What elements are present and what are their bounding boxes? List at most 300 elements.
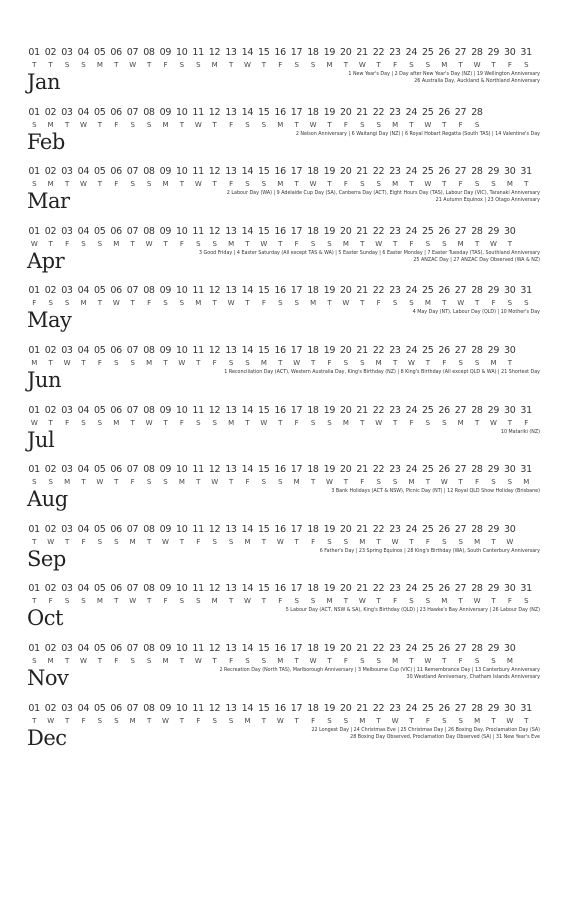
- weekday-letter: S: [261, 657, 266, 665]
- day-number: 07: [126, 47, 139, 58]
- day-number: 06: [110, 464, 122, 476]
- day-number: 25: [421, 345, 434, 356]
- day-number: 21: [356, 404, 368, 416]
- weekday-letter: W: [80, 180, 87, 189]
- day-number-row: [26, 524, 546, 536]
- day-number: 18: [307, 702, 319, 714]
- weekday-letter: S: [179, 299, 184, 308]
- day-number: 05: [93, 643, 106, 654]
- weekday-letter: S: [81, 239, 86, 248]
- day-number: 21: [356, 523, 368, 535]
- day-number: 12: [208, 523, 221, 535]
- day-number: 28: [471, 702, 483, 714]
- day-number: 02: [44, 345, 57, 356]
- day-number: 09: [159, 523, 172, 535]
- weekday-letter: S: [343, 359, 348, 367]
- weekday-row: [26, 476, 546, 488]
- day-number: 09: [159, 345, 172, 356]
- day-number: 09: [159, 702, 172, 714]
- weekday-letter: T: [212, 299, 217, 308]
- weekday-letter: S: [425, 61, 430, 69]
- weekday-letter: W: [506, 537, 514, 546]
- weekday-letter: T: [491, 716, 496, 725]
- weekday-letter: S: [310, 61, 316, 69]
- day-number: 08: [143, 166, 155, 178]
- holiday-notes: [140, 190, 540, 204]
- weekday-letter: T: [360, 418, 365, 427]
- day-number: 16: [274, 285, 286, 297]
- day-number: 28: [471, 47, 483, 58]
- weekday-letter: M: [178, 478, 185, 487]
- weekday-letter: F: [409, 239, 414, 248]
- day-number: 26: [438, 643, 450, 654]
- month-name: Aug: [27, 487, 68, 512]
- day-number: 20: [339, 47, 352, 58]
- weekday-letter: M: [146, 359, 152, 367]
- weekday-letter: T: [245, 239, 250, 248]
- weekday-letter: S: [458, 716, 463, 725]
- weekday-letter: S: [114, 537, 119, 546]
- weekday-letter: F: [393, 597, 397, 606]
- day-number: 24: [405, 583, 418, 595]
- day-number: 31: [520, 404, 532, 416]
- weekday-letter: T: [212, 180, 217, 189]
- weekday-letter: F: [278, 61, 283, 69]
- weekday-letter: T: [343, 61, 348, 69]
- weekday-letter: T: [474, 418, 479, 427]
- weekday-letter: S: [212, 418, 217, 427]
- holiday-line: 22 Longest Day | 24 Christmas Eve | 25 Christmas Day | 26 Boxing Day, Proclamation Day (SA): [311, 727, 540, 733]
- weekday-letter: T: [491, 61, 496, 69]
- weekday-letter: F: [114, 180, 119, 189]
- weekday-letter: S: [360, 657, 365, 665]
- weekday-letter: S: [360, 359, 365, 367]
- weekday-letter: T: [228, 597, 233, 606]
- weekday-letter: F: [245, 478, 250, 487]
- weekday-letter: T: [81, 359, 86, 367]
- weekday-letter: S: [491, 180, 496, 189]
- weekday-letter: S: [163, 478, 168, 487]
- holiday-line: 28 Boxing Day Observed, Proclamation Day Observed (SA) | 31 New Year's Eve: [350, 734, 540, 740]
- day-number: 20: [339, 643, 352, 654]
- day-number: 16: [274, 225, 286, 237]
- month-block-may: [26, 285, 546, 345]
- weekday-letter: M: [228, 418, 234, 427]
- day-number: 23: [389, 225, 401, 237]
- weekday-letter: M: [408, 478, 415, 487]
- day-number: 05: [93, 47, 106, 58]
- holiday-line: 1 New Year's Day | 2 Day after New Year's Day (NZ) | 19 Wellington Anniversary: [348, 72, 540, 77]
- day-number: 04: [77, 345, 90, 356]
- day-number: 26: [438, 404, 450, 416]
- weekday-letter: T: [64, 120, 69, 129]
- weekday-letter: S: [425, 597, 430, 606]
- weekday-letter: S: [146, 180, 152, 189]
- day-number: 13: [225, 225, 237, 237]
- weekday-letter: M: [359, 537, 366, 546]
- day-number: 23: [389, 166, 401, 178]
- day-number: 27: [454, 643, 467, 654]
- day-number: 10: [175, 643, 188, 654]
- weekday-letter: F: [261, 299, 266, 308]
- holiday-notes: [140, 429, 540, 436]
- day-number: 02: [44, 643, 57, 654]
- day-number: 03: [61, 643, 73, 654]
- day-number: 15: [257, 583, 270, 595]
- day-number: 01: [28, 166, 40, 178]
- day-number: 01: [28, 345, 40, 356]
- day-number: 13: [225, 166, 237, 178]
- weekday-letter: T: [327, 180, 332, 189]
- weekday-letter: F: [507, 597, 512, 606]
- day-number: 12: [208, 345, 221, 356]
- day-number: 01: [28, 523, 40, 535]
- weekday-letter: F: [278, 597, 283, 606]
- day-number: 29: [487, 404, 500, 416]
- weekday-letter: M: [277, 120, 284, 129]
- day-number: 11: [192, 523, 204, 535]
- weekday-letter: T: [294, 120, 299, 129]
- weekday-letter: S: [392, 299, 398, 308]
- day-number: 10: [175, 702, 188, 714]
- day-number: 20: [339, 583, 352, 595]
- weekday-letter: T: [261, 597, 266, 606]
- holiday-line: 21 Autumn Equinox | 23 Otago Anniversary: [435, 198, 540, 204]
- weekday-letter: S: [278, 478, 283, 487]
- day-number: 20: [339, 166, 352, 178]
- weekday-letter: W: [309, 657, 317, 665]
- weekday-letter: S: [409, 61, 414, 69]
- day-number: 18: [307, 285, 319, 297]
- day-number: 15: [257, 47, 270, 58]
- day-number: 08: [143, 464, 155, 476]
- day-number: 04: [77, 106, 90, 118]
- weekday-letter: F: [524, 418, 529, 427]
- weekday-letter: S: [425, 418, 430, 427]
- day-number: 24: [405, 523, 418, 535]
- day-number: 09: [159, 404, 172, 416]
- day-number: 08: [143, 404, 155, 416]
- weekday-letter: M: [392, 180, 398, 189]
- day-number: 08: [143, 225, 155, 237]
- day-number: 30: [503, 285, 516, 297]
- day-number: 07: [126, 523, 139, 535]
- weekday-letter: T: [261, 537, 266, 546]
- weekday-letter: S: [474, 359, 480, 367]
- day-number: 18: [307, 643, 319, 654]
- weekday-letter: F: [311, 716, 315, 725]
- weekday-letter: F: [327, 359, 332, 367]
- day-number: 09: [159, 166, 172, 178]
- weekday-letter: W: [424, 180, 432, 189]
- weekday-letter: T: [491, 537, 496, 546]
- day-number: 28: [471, 345, 483, 356]
- weekday-letter: W: [490, 418, 497, 427]
- weekday-letter: T: [425, 359, 430, 367]
- weekday-letter: S: [310, 597, 316, 606]
- day-number-row: [26, 285, 546, 297]
- weekday-row: [26, 357, 546, 369]
- day-number: 02: [44, 106, 57, 118]
- day-number: 27: [454, 166, 467, 178]
- weekday-letter: S: [81, 61, 86, 69]
- weekday-letter: W: [276, 537, 284, 546]
- weekday-letter: M: [457, 239, 464, 248]
- weekday-letter: M: [47, 657, 54, 665]
- weekday-letter: M: [211, 597, 218, 606]
- weekday-letter: W: [162, 716, 169, 725]
- weekday-letter: S: [442, 239, 447, 248]
- weekday-letter: S: [48, 478, 53, 487]
- day-number: 10: [175, 285, 188, 297]
- day-number: 07: [126, 583, 139, 595]
- weekday-letter: W: [145, 239, 153, 248]
- weekday-letter: S: [360, 180, 365, 189]
- day-number: 17: [290, 166, 303, 178]
- weekday-letter: M: [80, 299, 87, 308]
- weekday-letter: F: [163, 61, 168, 69]
- day-number: 07: [126, 702, 139, 714]
- weekday-letter: T: [392, 418, 397, 427]
- weekday-letter: T: [409, 657, 414, 665]
- month-name: Apr: [27, 248, 65, 273]
- day-number: 31: [520, 285, 532, 297]
- day-number: 27: [454, 106, 467, 118]
- weekday-letter: T: [48, 359, 53, 367]
- day-number: 11: [192, 285, 204, 297]
- day-number: 04: [77, 523, 90, 535]
- weekday-letter: T: [97, 657, 102, 665]
- weekday-letter: F: [163, 597, 168, 606]
- weekday-letter: W: [326, 478, 333, 487]
- weekday-letter: M: [113, 239, 120, 248]
- day-number: 27: [454, 464, 467, 476]
- day-number: 18: [307, 166, 319, 178]
- weekday-letter: S: [81, 597, 86, 606]
- day-number: 08: [143, 583, 155, 595]
- weekday-letter: M: [277, 657, 284, 665]
- weekday-letter: S: [212, 716, 217, 725]
- day-number: 28: [471, 404, 483, 416]
- day-number: 07: [126, 225, 139, 237]
- day-number: 10: [175, 225, 188, 237]
- weekday-letter: M: [506, 180, 513, 189]
- weekday-letter: S: [212, 537, 217, 546]
- weekday-row: [26, 119, 546, 131]
- day-number: 16: [274, 47, 286, 58]
- month-name: Jan: [27, 70, 60, 94]
- weekday-letter: W: [63, 359, 71, 367]
- weekday-letter: T: [179, 120, 184, 129]
- day-number: 16: [274, 106, 286, 118]
- weekday-letter: T: [179, 537, 184, 546]
- day-number: 22: [372, 106, 385, 118]
- weekday-letter: F: [442, 359, 447, 367]
- holiday-notes: [140, 727, 540, 741]
- weekday-letter: M: [293, 478, 300, 487]
- weekday-letter: S: [327, 716, 332, 725]
- day-number: 01: [28, 225, 40, 237]
- holiday-line: 5 Labour Day (ACT, NSW & SA), King's Birthday (QLD) | 23 Hawke's Bay Anniversary | 26 Labour Day (NZ): [285, 608, 540, 614]
- weekday-letter: T: [442, 120, 447, 129]
- month-name: May: [27, 308, 72, 333]
- day-number: 06: [110, 523, 122, 535]
- month-name: Jul: [27, 427, 55, 452]
- weekday-letter: M: [441, 61, 448, 69]
- day-number: 03: [61, 285, 73, 297]
- day-number: 04: [77, 285, 90, 297]
- day-number: 21: [356, 47, 368, 58]
- weekday-letter: T: [360, 239, 365, 248]
- day-number: 05: [93, 225, 106, 237]
- day-number: 22: [372, 404, 385, 416]
- weekday-letter: T: [212, 120, 217, 129]
- weekday-letter: F: [425, 537, 430, 546]
- day-number: 25: [421, 464, 434, 476]
- weekday-letter: W: [227, 299, 235, 308]
- weekday-letter: S: [97, 239, 102, 248]
- weekday-letter: M: [441, 597, 448, 606]
- weekday-letter: S: [32, 180, 37, 189]
- weekday-letter: W: [408, 359, 415, 367]
- holiday-notes: [140, 607, 540, 614]
- weekday-letter: T: [360, 299, 365, 308]
- day-number: 13: [225, 702, 237, 714]
- weekday-letter: T: [507, 418, 512, 427]
- day-number: 12: [208, 702, 221, 714]
- day-number: 31: [520, 47, 532, 58]
- weekday-letter: T: [146, 716, 151, 725]
- weekday-letter: S: [442, 716, 447, 725]
- day-number-row: [26, 703, 546, 715]
- weekday-letter: T: [294, 716, 299, 725]
- weekday-letter: S: [474, 657, 480, 665]
- holiday-notes: [140, 250, 540, 264]
- weekday-letter: T: [425, 478, 430, 487]
- day-number: 23: [389, 523, 401, 535]
- weekday-letter: T: [32, 597, 37, 606]
- weekday-letter: T: [294, 657, 299, 665]
- day-number: 26: [438, 464, 450, 476]
- holiday-notes: [140, 131, 540, 138]
- day-number: 07: [126, 166, 139, 178]
- weekday-letter: S: [458, 537, 463, 546]
- weekday-letter: F: [294, 239, 299, 248]
- day-number: 14: [241, 523, 254, 535]
- weekday-letter: T: [64, 716, 69, 725]
- day-number: 13: [225, 643, 237, 654]
- weekday-letter: S: [179, 61, 184, 69]
- holiday-notes: [140, 309, 540, 316]
- weekday-letter: S: [228, 537, 234, 546]
- weekday-letter: M: [195, 299, 202, 308]
- weekday-letter: T: [409, 120, 414, 129]
- weekday-letter: M: [310, 299, 316, 308]
- holiday-line: 2 Labour Day (WA) | 9 Adelaide Cup Day (SA), Canberra Day (ACT), Eight Hours Day (TAS), Labour Day (VIC), Taranaki Anniversary: [226, 191, 540, 197]
- day-number-row: [26, 166, 546, 178]
- day-number: 25: [421, 404, 434, 416]
- weekday-letter: M: [47, 120, 54, 129]
- weekday-letter: T: [507, 359, 512, 367]
- weekday-letter: W: [47, 537, 54, 546]
- weekday-letter: S: [97, 418, 102, 427]
- holiday-notes: [140, 71, 540, 85]
- day-number: 13: [225, 345, 237, 356]
- day-number: 02: [44, 166, 57, 178]
- day-number: 17: [290, 404, 303, 416]
- weekday-letter: S: [130, 359, 135, 367]
- holiday-line: 2 Nelson Anniversary | 6 Waitangi Day (NZ) | 6 Royal Hobart Regatta (South TAS) | 14 Valentine's Day: [295, 131, 540, 137]
- day-number: 03: [61, 106, 73, 118]
- day-number: 14: [241, 166, 254, 178]
- weekday-letter: W: [358, 597, 366, 606]
- weekday-letter: F: [360, 478, 365, 487]
- day-number: 06: [110, 166, 122, 178]
- day-number: 30: [503, 225, 516, 237]
- month-name: Feb: [27, 129, 65, 154]
- weekday-letter: F: [212, 359, 217, 367]
- day-number: 06: [110, 285, 122, 297]
- day-number: 14: [241, 225, 254, 237]
- day-number: 08: [143, 47, 155, 58]
- weekday-letter: S: [507, 299, 512, 308]
- weekday-letter: S: [261, 180, 266, 189]
- weekday-letter: W: [80, 657, 87, 665]
- day-number: 06: [110, 583, 122, 595]
- day-number: 28: [471, 166, 483, 178]
- weekday-letter: T: [81, 478, 86, 487]
- weekday-letter: T: [48, 239, 53, 248]
- weekday-letter: T: [163, 239, 168, 248]
- day-number: 12: [208, 583, 221, 595]
- day-number: 27: [454, 404, 467, 416]
- day-number: 18: [307, 225, 319, 237]
- weekday-letter: F: [343, 657, 348, 665]
- weekday-letter: F: [425, 716, 430, 725]
- day-number: 06: [110, 106, 122, 118]
- day-number: 11: [192, 702, 204, 714]
- day-number: 30: [503, 464, 516, 476]
- weekday-letter: T: [64, 180, 69, 189]
- day-number: 22: [372, 643, 385, 654]
- day-number: 14: [241, 583, 254, 595]
- weekday-letter: M: [474, 716, 480, 725]
- day-number: 29: [487, 583, 500, 595]
- day-number: 08: [143, 106, 155, 118]
- day-number: 25: [421, 166, 434, 178]
- day-number: 13: [225, 464, 237, 476]
- weekday-letter: T: [179, 716, 184, 725]
- weekday-letter: M: [244, 716, 251, 725]
- weekday-letter: W: [178, 359, 186, 367]
- weekday-letter: M: [392, 120, 398, 129]
- day-number-row: [26, 643, 546, 655]
- day-number: 09: [159, 464, 172, 476]
- day-number: 13: [225, 583, 237, 595]
- weekday-letter: S: [130, 180, 135, 189]
- day-number: 08: [143, 345, 155, 356]
- weekday-letter: S: [130, 120, 135, 129]
- day-number: 05: [93, 404, 106, 416]
- day-number: 14: [241, 464, 254, 476]
- day-number: 04: [77, 47, 90, 58]
- weekday-letter: F: [114, 657, 119, 665]
- weekday-letter: W: [490, 239, 497, 248]
- month-name: Dec: [27, 725, 67, 750]
- day-number: 09: [159, 643, 172, 654]
- day-number: 23: [389, 583, 401, 595]
- day-number: 10: [175, 404, 188, 416]
